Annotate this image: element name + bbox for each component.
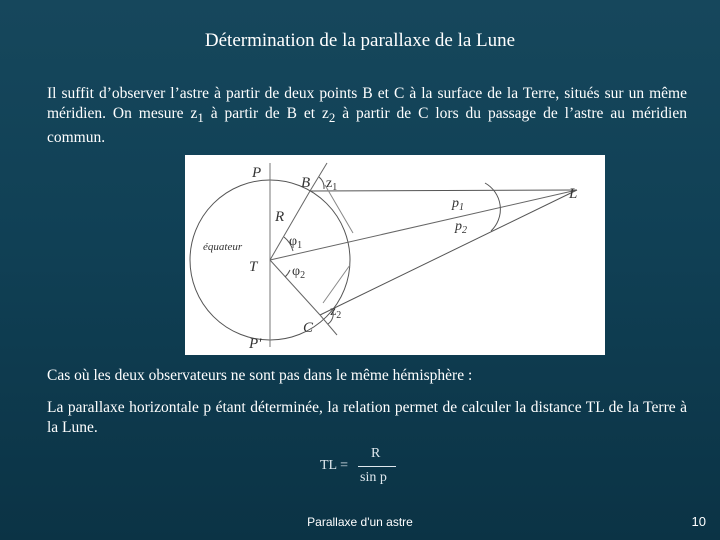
intro-text-a: Il suffit d’observer l’astre à partir de deux points B et C à la surface de la Terre, situés sur un même méridien. On mesure z [47, 85, 687, 122]
intro-text-c: à partir de C lors du passage de l’astre au méridien commun. [47, 105, 687, 147]
intro-paragraph [47, 84, 687, 148]
line-B-L [310, 190, 577, 191]
intro-sub-2: 2 [328, 110, 336, 126]
slide-title: Détermination de la parallaxe de la Lune [204, 30, 516, 51]
formula-fraction-bar [358, 466, 396, 467]
parallax-diagram-svg [185, 155, 605, 355]
label-phi1-main: φ [289, 234, 298, 249]
label-p2-sub: 2 [462, 225, 467, 236]
label-L: L [569, 186, 578, 202]
label-phi1 [289, 234, 302, 251]
label-z1 [326, 176, 337, 193]
label-B: B [301, 175, 311, 191]
arc-phi2 [285, 270, 290, 277]
line-T-L [270, 190, 577, 260]
distance-formula [318, 446, 408, 490]
label-z2-main: z [330, 304, 337, 319]
label-p2-main: p [455, 219, 462, 234]
label-z1-sub: 1 [332, 182, 338, 193]
formula-numerator: R [371, 446, 381, 461]
label-C: C [303, 320, 314, 336]
intro-sub-1: 1 [197, 110, 204, 126]
label-phi2-sub: 2 [300, 270, 306, 281]
label-z2 [330, 304, 341, 321]
label-z2-sub: 2 [336, 310, 342, 321]
label-R: R [275, 209, 285, 225]
page-number: 10 [691, 514, 706, 529]
label-phi1-sub: 1 [297, 240, 303, 251]
parallax-diagram [185, 155, 605, 355]
label-P: P [252, 165, 262, 181]
formula-lhs: TL = [320, 458, 348, 473]
conclusion-paragraph: La parallaxe horizontale p étant déterminée, la relation permet de calculer la distance TL de la Terre à la Lune. [47, 399, 687, 436]
case-paragraph: Cas où les deux observateurs ne sont pas dans le même hémisphère : [47, 367, 473, 384]
label-T: T [249, 259, 258, 275]
line-C-L [320, 190, 577, 315]
slide-footer: Parallaxe d'un astre [307, 515, 413, 529]
label-z1-main: z [326, 176, 333, 191]
label-phi2-main: φ [292, 264, 301, 279]
label-p1 [451, 196, 464, 213]
label-Pprime: P' [249, 336, 262, 352]
label-p1-sub: 1 [459, 202, 464, 213]
horizon-B [325, 185, 353, 233]
formula-denominator: sin p [360, 470, 387, 485]
radius-TB [270, 191, 310, 260]
intro-text-b: à partir de B et z [203, 105, 329, 122]
label-equateur: équateur [203, 241, 243, 253]
label-p2 [454, 219, 467, 236]
label-phi2 [292, 264, 305, 281]
arc-z1 [319, 177, 324, 189]
label-p1-main: p [452, 196, 459, 211]
